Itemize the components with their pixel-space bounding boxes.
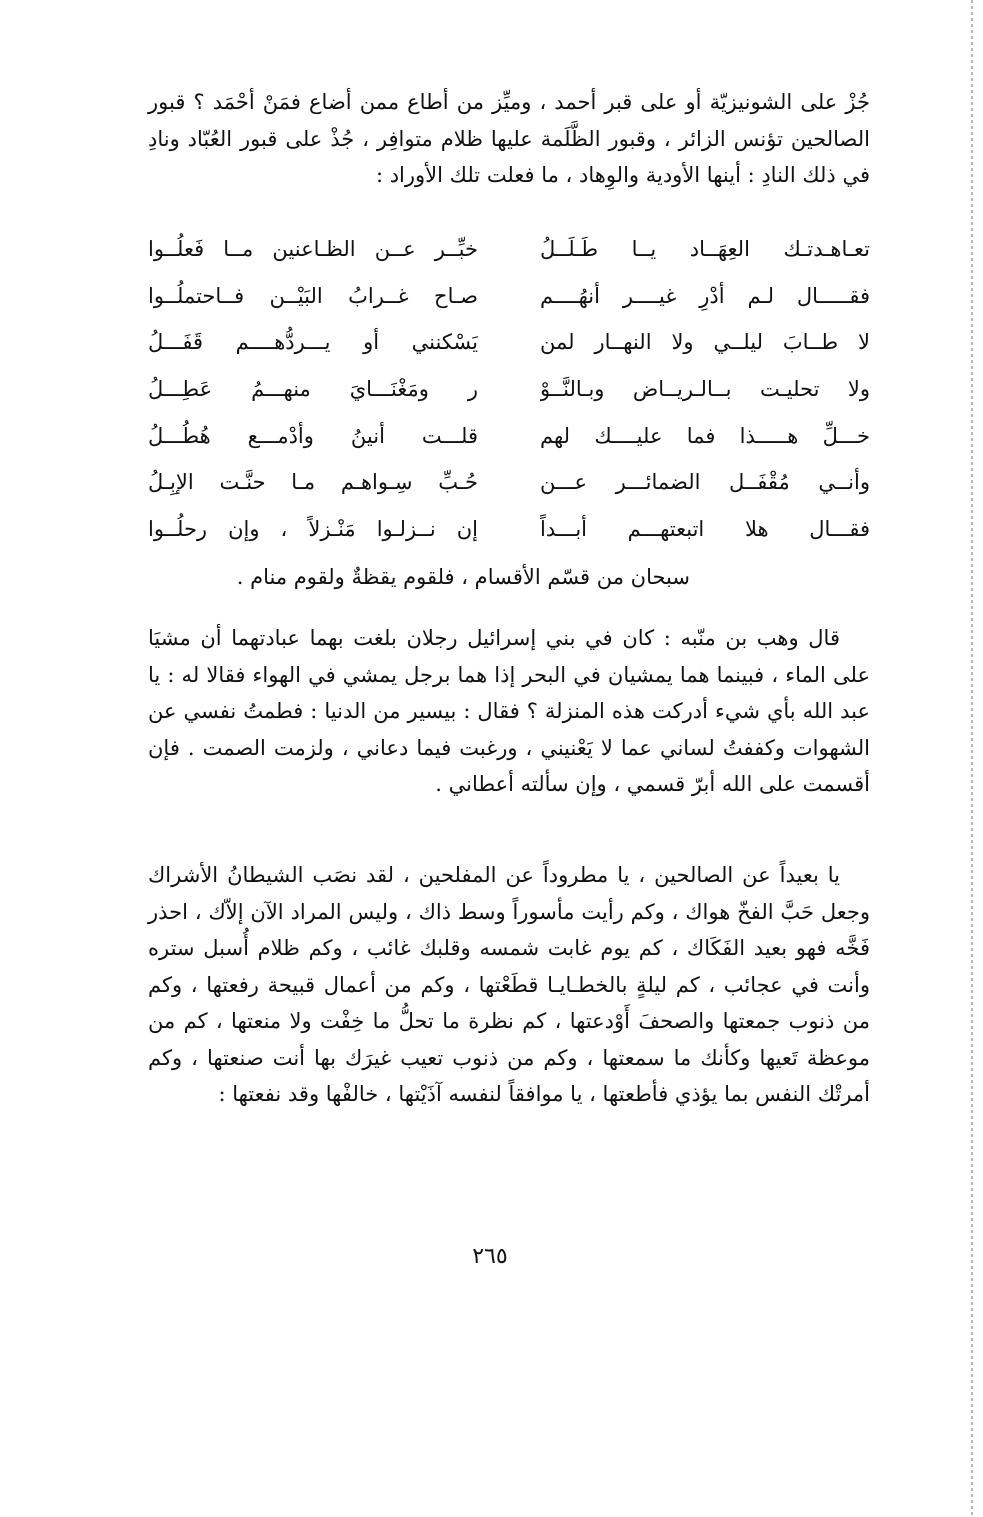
verse-second-hemistich: خبِّــر عــن الظـاعنين مــا فَعلُــوا	[148, 237, 478, 261]
poem-verse	[148, 459, 870, 506]
paragraph-wahb-text: قال وهب بن منّبه : كان في بني إسرائيل رجلان بلغت بهما عبادتهما أن مشيَا على الماء ، فبينما هما يمشيان في البحر إذا هما برجل يمشي في الهواء فقالا له : يا عبد الله بأي شيء أدركت هذه المنزلة ؟ فقال : بيسير من الدنيا : فطمتُ نفسي عن الشهوات وكففتُ لساني عما لا يَعْنيني ، ورغبت فيما دعاني ، ولزمت الصمت . فإن أقسمت على الله أبرّ قسمي ، وإن سألته أعطاني .	[148, 626, 870, 796]
page-number: ٢٦٥	[472, 1244, 508, 1269]
poem-verse	[148, 366, 870, 413]
verse-second-hemistich: يَسْكنني أو يـــردُّهــــم قَفَـــلُ	[148, 330, 478, 355]
paragraph-wahb	[148, 620, 870, 803]
poem	[148, 226, 870, 553]
closing-line-text: سبحان من قسّم الأقسام ، فلقوم يقظةٌ ولقوم منام .	[236, 565, 690, 589]
verse-second-hemistich: ر ومَغْنَـــايَ منهـــمُ عَطِـــلُ	[148, 377, 478, 402]
verse-first-hemistich: ولا تحليـت بــالـريــاض وبـالنَّــوْ	[540, 377, 870, 402]
verse-first-hemistich: فقـــــال لـم أدْرِ غيــــر أنهُــــم	[540, 283, 870, 308]
verse-second-hemistich: قلـــت أنينُ وأدْمـــع هُطُـــلُ	[148, 423, 478, 448]
verse-second-hemistich: صـاح غــرابُ البَيْــن فــاحتملُــوا	[148, 283, 478, 308]
paragraph-admonition-text: يا بعيداً عن الصالحين ، يا مطروداً عن المفلحين ، لقد نصَب الشيطانُ الأشراك وجعل حَبَّ الفخّ هواك ، وكم رأيت مأسوراً وسط ذاك ، وليس المراد الآن إلاّك ، احذر فَخَّه فهو بعيد الفَكَاك ، كم يوم غابت شمسه وقلبك غائب ، وكم ظلام أُسبل ستره وأنت في عجائب ، كم ليلةٍ بالخطـايـا قطَعْتها ، وكم من أعمال قبيحة رفعتها ، وكم من ذنوب جمعتها والصحفَ أَوْدعتها ، كم نظرة ما تحلُّ ما خِفْت ولا منعتها ، كم من موعظة تَعيها وكأنك ما سمعتها ، وكم من ذنوب تعيب غيرَك بها أنت صنعتها ، وكم أمرتْك النفس بما يؤذي فأطعتها ، يا موافقاً لنفسه آذَيْتها ، خالفْها وقد نفعتها :	[148, 863, 870, 1106]
paragraph-admonition	[148, 857, 870, 1113]
verse-first-hemistich: خـــلِّ هـــــذا فما عليــــك لهم	[540, 423, 870, 448]
verse-first-hemistich: وأنــي مُقْفَــل الضمائـــر عـــن	[540, 470, 870, 495]
closing-line	[148, 559, 690, 595]
verse-first-hemistich: تعـاهـدتـك العِهَــاد يــا طَـلَــلُ	[540, 237, 870, 261]
poem-verse	[148, 413, 870, 460]
verse-first-hemistich: لا طــابَ ليلــي ولا النهــار لمن	[540, 330, 870, 355]
verse-second-hemistich: إن نــزلـوا مَنْـزلاً ، وإن رحلُــوا	[148, 517, 478, 542]
poem-verse	[148, 273, 870, 320]
poem-verse	[148, 319, 870, 366]
poem-verse	[148, 506, 870, 553]
verse-first-hemistich: فقـــال هلا اتبعتهـــم أبـــداً	[540, 517, 870, 542]
page-edge-line	[971, 0, 973, 1517]
paragraph-opening-text: جُزْ على الشونيزيّة أو على قبر أحمد ، وميِّز من أطاع ممن أضاع فمَنْ أحْمَد ؟ قبور الصالحين تؤنس الزائر ، وقبور الظَّلَمة عليها ظلام متوافِر ، جُذْ على قبور العُبّاد ونادِ في ذلك النادِ : أينها الأودية والوِهاد ، ما فعلت تلك الأوراد :	[148, 90, 870, 187]
paragraph-opening	[148, 84, 870, 194]
verse-second-hemistich: حُـبِّ سِـواهـم مـا حنَّـت الإبِـلُ	[148, 470, 478, 495]
poem-verse	[148, 226, 870, 273]
